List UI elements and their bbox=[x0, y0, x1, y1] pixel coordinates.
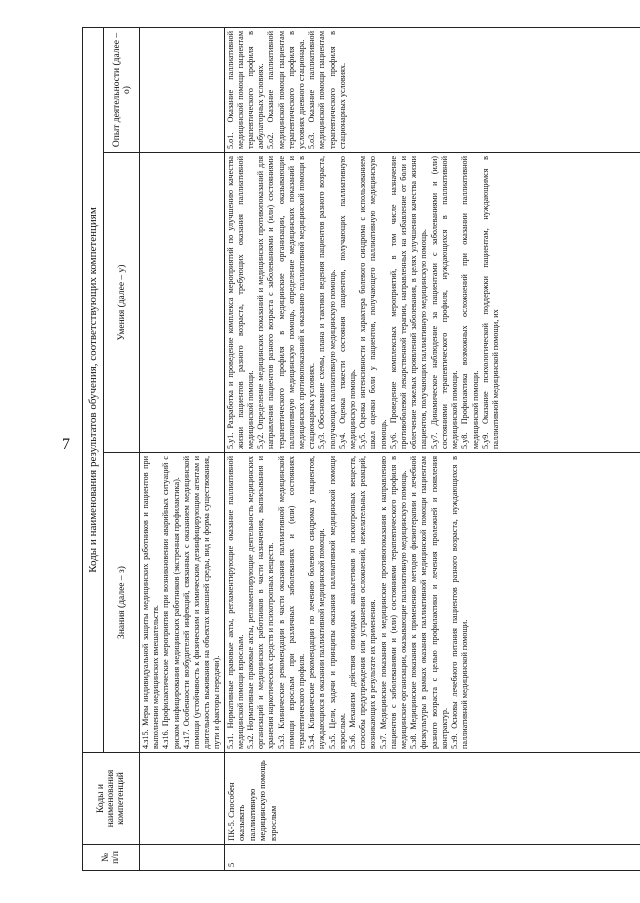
experience-cell bbox=[224, 28, 640, 153]
knowledge-item: 4.з17. Особенности возбудителей инфекций, связанных с оказанием медицинской помощи (устойчивость к физическим и химическим дезинфицирующим агентам и длительность выживания на объектах внешней среды, вид и форма существования, пути и факторы передачи). bbox=[181, 456, 222, 749]
skills-item: 5.у8. Профилактика возможных осложнений при оказании паллиативной медицинской помощи. bbox=[460, 156, 480, 449]
rotated-table-area bbox=[82, 28, 640, 871]
row-number bbox=[140, 845, 225, 871]
knowledge-cell bbox=[224, 453, 640, 753]
knowledge-item: 5.з9. Основы лечебного питания пациентов разного возраста, нуждающихся в паллиативной медицинской помощи. bbox=[450, 456, 470, 749]
competence-name: ПК-5. Способен оказывать паллиативную медицинскую помощь взрослым bbox=[224, 753, 640, 845]
skills-item: 5.у2. Определение медицинских показаний и медицинских противопоказаний для направления пациентов разного возраста с заболеваниями и (или) состояниями терапевтического профиля в медицинские организации, оказывающие паллиативную медицинскую помощь, определение медицинских показаний и медицинских противопоказаний к оказанию паллиативной медицинской помощи в стационарных условиях. bbox=[256, 156, 317, 449]
knowledge-item: 5.з5. Цели, задачи и принципы оказания паллиативной медицинской помощи взрослым. bbox=[327, 456, 347, 749]
knowledge-item: 4.з15. Меры индивидуальной защиты медицинских работников и пациентов при выполнении медицинских вмешательств. bbox=[141, 456, 161, 749]
knowledge-item: 5.з1. Нормативные правовые акты, регламентирующие оказание паллиативной медицинской помощи взрослым. bbox=[225, 456, 245, 749]
table-body bbox=[140, 28, 640, 871]
experience-item: 5.о2. Оказание паллиативной медицинской помощи пациентам терапевтического профиля в условиях дневного стационара. bbox=[266, 31, 307, 149]
experience-cell bbox=[140, 28, 225, 153]
header-knowledge: Знания (далее – з) bbox=[104, 453, 140, 753]
skills-cell bbox=[140, 153, 225, 453]
knowledge-cell bbox=[140, 453, 225, 753]
skills-cell bbox=[224, 153, 640, 453]
experience-item: 5.о1. Оказание паллиативной медицинской помощи пациентам терапевтического профиля в амбулаторных условиях. bbox=[225, 31, 266, 149]
competence-table bbox=[82, 27, 640, 871]
knowledge-item: 4.з16. Профилактические мероприятия при возникновении аварийных ситуаций с риском инфицирования медицинских работников (экстренная профилактика). bbox=[161, 456, 181, 749]
knowledge-item: 5.з3. Клинические рекомендации в части оказания паллиативной медицинской помощи взрослым при различных заболеваниях и (или) состояниях терапевтического профиля. bbox=[276, 456, 307, 749]
header-number: № п/п bbox=[83, 845, 140, 871]
table-row bbox=[140, 28, 225, 871]
knowledge-item: 5.з7. Медицинские показания и медицинские противопоказания к направлению пациентов с заболеваниями и (или) состояниями терапевтического профиля в медицинские организации, оказывающие паллиативную медицинскую помощь. bbox=[378, 456, 409, 749]
header-results-group: Коды и наименования результатов обучения, соответствующих компетенциям bbox=[83, 28, 104, 753]
skills-item: 5.у9. Оказание психологической поддержки пациентам, нуждающимся в паллиативной медицинской помощи, их bbox=[480, 156, 500, 449]
knowledge-item: 5.з6. Механизм действия опиоидных анальгетиков и психотропных веществ, способы предупреждения или устранения осложнений, нежелательных реакций, возникающих в результате их применения. bbox=[348, 456, 378, 749]
table-row bbox=[224, 28, 640, 871]
header-skills: Умения (далее – у) bbox=[104, 153, 140, 453]
skills-item: 5.у1. Разработка и проведение комплекса мероприятий по улучшению качества жизни пациентов разного возраста, требующих оказания паллиативной медицинской помощи. bbox=[225, 156, 256, 449]
row-number: 5 bbox=[224, 845, 640, 871]
header-experience: Опыт деятельности (далее – о) bbox=[104, 28, 140, 153]
skills-item: 5.у7. Динамическое наблюдение за пациентами с заболеваниями и (или) состояниями терапевтического профиля, нуждающихся в паллиативной медицинской помощи. bbox=[429, 156, 460, 449]
experience-item: 5.о3. Оказание паллиативной медицинской помощи пациентам терапевтического профиля в стационарных условиях. bbox=[307, 31, 347, 149]
knowledge-item: 5.з4. Клинические рекомендации по лечению болевого синдрома у пациентов, нуждающихся в оказании паллиативной медицинской помощи. bbox=[307, 456, 327, 749]
skills-item: 5.у3. Обоснование схемы, плана и тактики ведения пациентов разного возраста, получающих паллиативную медицинскую помощь. bbox=[317, 156, 337, 449]
skills-item: 5.у4. Оценка тяжести состояния пациентов, получающих паллиативную медицинскую помощь. bbox=[337, 156, 358, 449]
competence-name bbox=[140, 753, 225, 845]
knowledge-item: 5.з8. Медицинские показания к применению методов физиотерапии и лечебной физкультуры в рамках оказания паллиативной медицинской помощи пациентам разного возраста с целью профилактики и лечения пролежней и появления контрактур. bbox=[409, 456, 449, 749]
knowledge-item: 5.з2. Нормативные правовые акты, регламентирующие деятельность медицинских организаций и медицинских работников в части назначения, выписывания и хранения наркотических средств и психотропных веществ. bbox=[246, 456, 276, 749]
page-number: 7 bbox=[62, 436, 70, 453]
skills-item: 5.у5. Оценка интенсивности и характера болевого синдрома с использованием шкал оценки боли у пациентов, получающего паллиативную медицинскую помощь. bbox=[358, 156, 388, 449]
header-competence-codes: Коды и наименования компетенций bbox=[83, 753, 140, 845]
skills-item: 5.у6. Проведение комплексных мероприятий, в том числе назначение противоболевой лекарственной терапии, направленных на избавление от боли и облегчение тяжелых проявлений заболевания, в целях улучшения качества жизни пациентов, получающих паллиативную медицинскую помощь. bbox=[388, 156, 429, 449]
